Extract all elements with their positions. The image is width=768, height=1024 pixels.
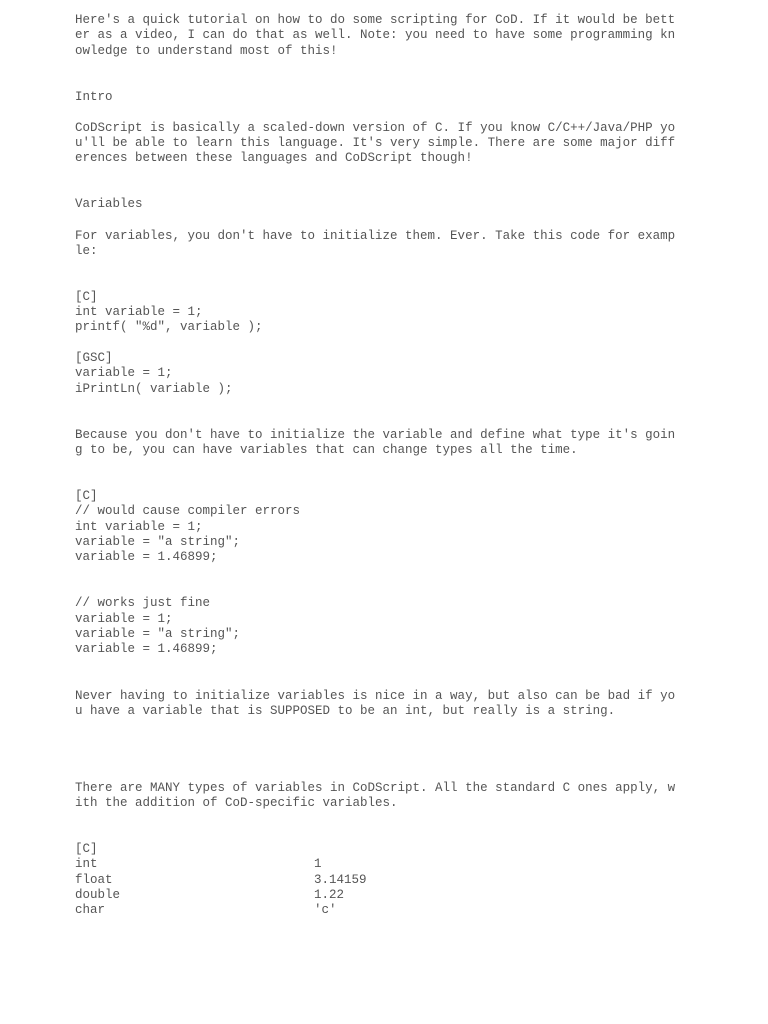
type-table-example: 1 [314,857,322,871]
paragraph-codscript-line: erences between these languages and CoDScript though! [75,151,473,165]
paragraph-intro-line: Here's a quick tutorial on how to do some scripting for CoD. If it would be bett [75,13,676,27]
heading-intro: Intro [75,90,113,104]
paragraph-warning-line: u have a variable that is SUPPOSED to be an int, but really is a string. [75,704,616,718]
paragraph-intro-line: er as a video, I can do that as well. Note: you need to have some programming kn [75,28,676,42]
type-table-label: [C] [75,842,98,856]
type-table-name: char [75,903,106,917]
type-table-name: double [75,888,121,902]
paragraph-codscript-line: CoDScript is basically a scaled-down version of C. If you know C/C++/Java/PHP yo [75,121,676,135]
paragraph-many-types-line: ith the addition of CoD-specific variables. [75,796,398,810]
paragraph-warning-line: Never having to initialize variables is nice in a way, but also can be bad if yo [75,689,676,703]
code-line: printf( "%d", variable ); [75,320,263,334]
type-table-example: 'c' [314,903,337,917]
paragraph-types-line: g to be, you can have variables that can change types all the time. [75,443,578,457]
paragraph-codscript-line: u'll be able to learn this language. It's very simple. There are some major diff [75,136,676,150]
code-line: variable = 1.46899; [75,642,218,656]
type-table-example: 3.14159 [314,873,367,887]
type-table-example: 1.22 [314,888,345,902]
code-line: // would cause compiler errors [75,504,301,518]
code-line: int variable = 1; [75,520,203,534]
type-table-name: int [75,857,98,871]
code-line: iPrintLn( variable ); [75,382,233,396]
paragraph-intro-line: owledge to understand most of this! [75,44,338,58]
code-line: variable = 1.46899; [75,550,218,564]
code-line: [C] [75,489,98,503]
code-line: variable = "a string"; [75,535,241,549]
code-line: // works just fine [75,596,211,610]
paragraph-many-types-line: There are MANY types of variables in CoDScript. All the standard C ones apply, w [75,781,676,795]
code-line: variable = "a string"; [75,627,241,641]
paragraph-variables-line: For variables, you don't have to initialize them. Ever. Take this code for examp [75,229,676,243]
code-line: [C] [75,290,98,304]
heading-variables: Variables [75,197,143,211]
type-table-name: float [75,873,113,887]
code-line: variable = 1; [75,366,173,380]
paragraph-variables-line: le: [75,244,98,258]
code-line: [GSC] [75,351,113,365]
paragraph-types-line: Because you don't have to initialize the variable and define what type it's goin [75,428,676,442]
code-line: variable = 1; [75,612,173,626]
code-line: int variable = 1; [75,305,203,319]
